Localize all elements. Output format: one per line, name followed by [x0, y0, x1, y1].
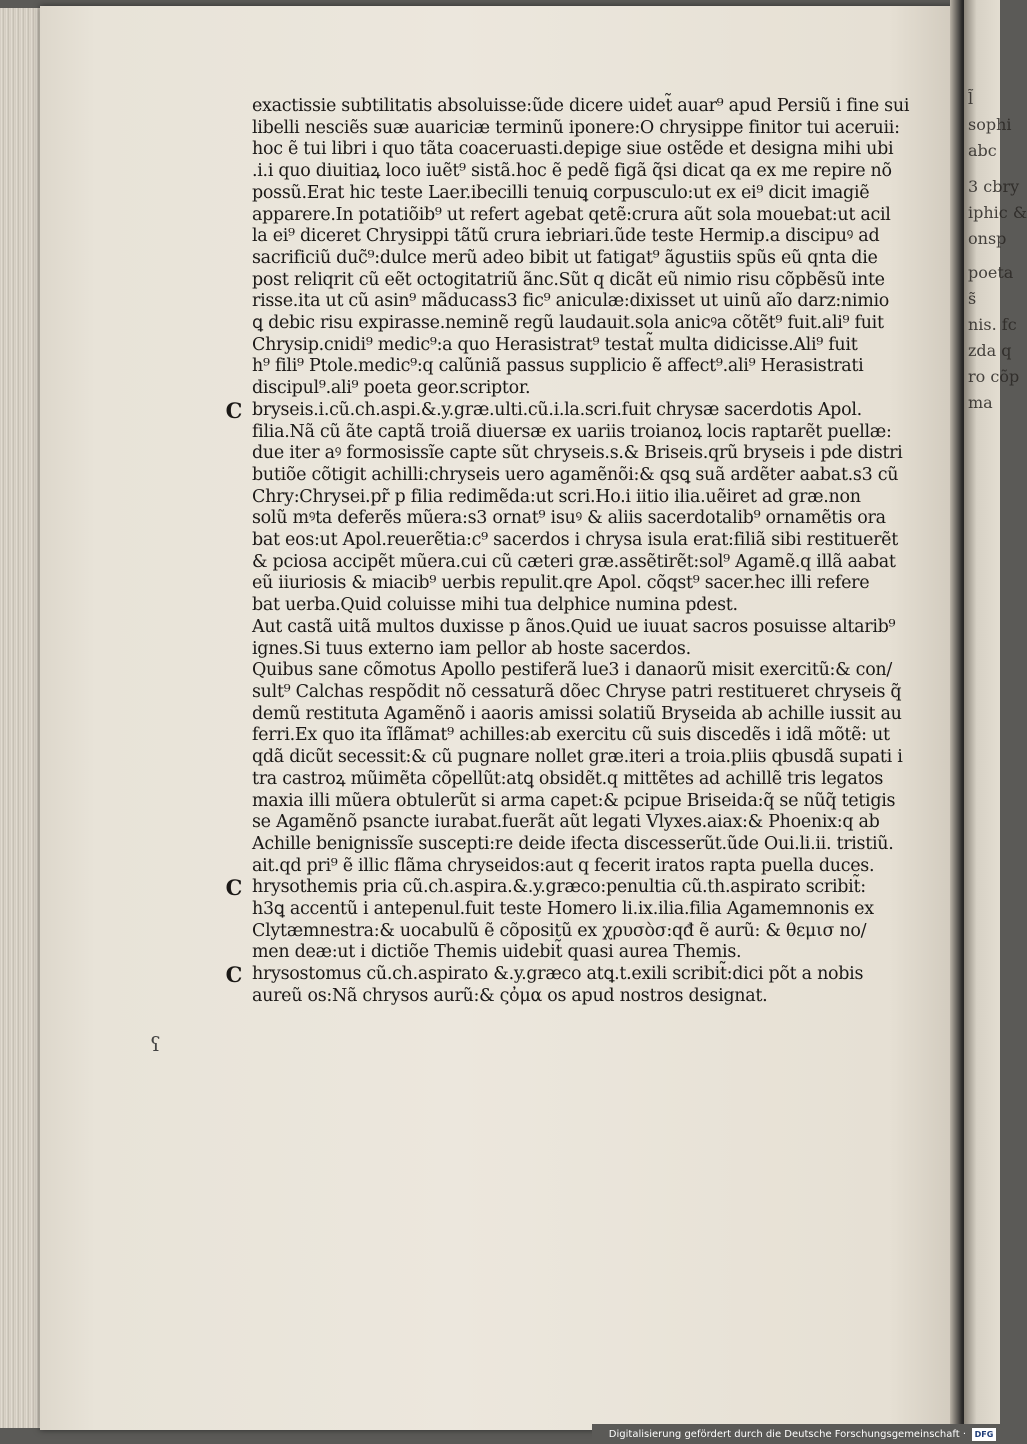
entry-line: bat uerba.Quid coluisse mihi tua delphice numina pdest.	[252, 595, 738, 616]
entry-line: Quibus sane cõmotus Apollo pestiferã lue3 i danaorũ misit exercitũ:& con/	[252, 660, 892, 681]
entry-line: demũ restituta Agamẽnõ i aaoris amissi solatiũ Bryseida ab achille iussit au	[252, 703, 902, 724]
funding-notice: Digitalisierung gefördert durch die Deutsche Forschungsgemeinschaft ·	[608, 1428, 966, 1440]
dfg-logo: DFG	[972, 1428, 996, 1441]
entry-initial: C	[225, 397, 243, 423]
entry-line: tra castroꝝ mũimẽta cõpellũt:atꝗ obsidẽt.q mittẽtes ad achillẽ tris legatos	[252, 768, 884, 789]
entry-line: Achille benignissĩe suscepti:re deide ifecta discesserũt.ũde Oui.li.ii. tristiũ.	[252, 833, 894, 854]
entry-initial: C	[225, 875, 243, 901]
facing-text-fragment: onsp	[968, 229, 1007, 248]
text-line: discipul⁹.ali⁹ poeta geor.scriptor.	[252, 378, 531, 399]
text-line: possũ.Erat hic teste Laer.ibecilli tenuiꝗ corpusculo:ut ex ei⁹ dicit imagiẽ	[252, 182, 870, 203]
text-line: post reliqrit cũ eẽt octogitatriũ ãnc.Sũt q dicãt eũ nimio risu cõpbẽsũ inte	[252, 269, 885, 290]
facing-text-fragment: ro cõp	[968, 367, 1020, 386]
text-line: exactissie subtilitatis absoluisse:ũde dicere uidet̃ auar⁹ apud Persiũ i fine sui	[252, 96, 910, 116]
entry-line: sult⁹ Calchas respõdit nõ cessaturã dõec Chryse patri restitueret chryseis q̃	[252, 681, 902, 702]
entry-line: hrysothemis pria cũ.ch.aspira.&.y.græco:penultia cũ.th.aspirato scribit̃:	[252, 877, 866, 898]
facing-page	[964, 0, 1027, 1444]
entry-line: maxia illi mũera obtulerũt si arma capet:& pcipue Briseida:q̃ se nũq̃ tetigis	[252, 790, 896, 811]
entry-initial: C	[225, 962, 243, 988]
entry-line: due iter aꝰ formosissĩe capte sũt chryseis.s.& Briseis.qrũ bryseis i pde distri	[252, 443, 903, 464]
entry-line: se Agamẽnõ psancte iurabat.fuerãt aũt legati Vlyxes.aiax:& Phoenix:q ab	[252, 812, 880, 833]
text-line: la ei⁹ diceret Chrysippi tãtũ crura iebriari.ũde teste Hermip.a discipuꝰ ad	[252, 226, 880, 247]
entry-line: Clytæmnestra:& uocabulũ ẽ cõpositũ ex χρυσὸσ:qđ ẽ aurũ: & θεμισ no/	[252, 920, 867, 941]
facing-text-fragment: sophi	[968, 115, 1012, 134]
text-line: sacrificiũ duc̃⁹:dulce merũ adeo bibit ut fatigat⁹ ãgustiis spũs eũ qnta die	[252, 247, 878, 268]
entry-line: solũ mꝰta deferẽs mũera:s3 ornat⁹ isuꝰ & aliis sacerdotalib⁹ ornamẽtis ora	[252, 508, 886, 529]
entry-line: & pciosa accipẽt mũera.cui cũ cæteri græ.assẽtirẽt:sol⁹ Agamẽ.q illã aabat	[252, 551, 896, 572]
entry-line: hrysostomus cũ.ch.aspirato &.y.græco atꝗ.t.exili scribit̃:dici põt a nobis	[252, 964, 864, 985]
entry-line: butiõe cõtigit achilli:chryseis uero agamẽnõi:& qsꝗ suã ardẽter aabat.s3 cũ	[252, 464, 899, 485]
facing-text-fragment: zda q	[968, 341, 1012, 360]
text-line: h⁹ fili⁹ Ptole.medic⁹:q calũniã passus supplicio ẽ affect⁹.ali⁹ Herasistrati	[252, 356, 864, 377]
footer-bar	[592, 1424, 1000, 1444]
facing-page-text	[964, 86, 1027, 416]
facing-text-fragment: ma	[968, 393, 993, 412]
page-text	[214, 96, 914, 1008]
entry-line: bat eos:ut Apol.reuerẽtia:c⁹ sacerdos i chrysa isula erat:filiã sibi restituerẽt	[252, 530, 898, 551]
page-stack-edges	[0, 8, 43, 1428]
facing-text-fragment: 3 cbry	[968, 177, 1020, 196]
facing-text-fragment: nis. fc	[968, 315, 1017, 334]
facing-text-fragment: iphic &	[968, 203, 1027, 222]
text-line: ꝗ debic risu expirasse.neminẽ regũ laudauit.sola anicꝰa cõtẽt⁹ fuit.ali⁹ fuit	[252, 313, 884, 334]
facing-text-fragment: s̃	[968, 289, 977, 308]
facing-text-fragment: poeta	[968, 263, 1014, 282]
facing-text-fragment: abc	[968, 141, 997, 160]
text-line: apparere.In potatiõib⁹ ut refert agebat qetẽ:crura aũt sola mouebat:ut acil	[252, 204, 891, 225]
entry-line: ignes.Si tuus externo iam pellor ab hoste sacerdos.	[252, 638, 691, 659]
entry-line: ferri.Ex quo ita ĩflãmat⁹ achilles:ab exercitu cũ suis discedẽs i idã mõtẽ: ut	[252, 725, 890, 746]
text-line: Chrysip.cnidi⁹ medic⁹:a quo Herasistrat⁹ testat̃ multa didicisse.Ali⁹ fuit	[252, 334, 858, 355]
entry-line: eũ iiuriosis & miacib⁹ uerbis repulit.qre Apol. cõqst⁹ sacer.hec illi refere	[252, 573, 870, 594]
entry-line: h3ꝗ accentũ i antepenul.fuit teste Homero li.ix.ilia.filia Agamemnonis ex	[252, 899, 874, 920]
entry-line: aureũ os:Nã chrysos aurũ:& ςὀμα os apud nostros designat.	[252, 985, 768, 1006]
entry-line: bryseis.i.cũ.ch.aspi.&.y.græ.ulti.cũ.i.la.scri.fuit chrysæ sacerdotis Apol.	[252, 399, 862, 420]
text-line: .i.i quo diuitiaꝝ loco iuẽt⁹ sistã.hoc ẽ pedẽ figã q̃si dicat qa ex me repire nõ	[252, 161, 892, 182]
facing-text-fragment: l̃	[968, 89, 974, 108]
margin-mark: ʕ	[150, 1032, 161, 1056]
entry-line: filia.Nã cũ ãte captã troiã diuersæ ex uariis troianoꝝ locis raptarẽt puellæ:	[252, 421, 892, 442]
entry-line: ait.qd pri⁹ ẽ illic flãma chryseidos:aut q fecerit iratos rapta puella duces.	[252, 855, 875, 876]
text-line: hoc ẽ tui libri i quo tãta coaceruasti.depige siue ostẽde et designa mihi ubi	[252, 139, 894, 160]
text-line: risse.ita ut cũ asin⁹ mãducass3 fic⁹ aniculæ:dixisset ut uinũ aĩo darz:nimio	[252, 291, 890, 312]
entry-line: Chry:Chrysei.pr̃ p filia redimẽda:ut scri.Ho.i iitio ilia.uẽiret ad græ.non	[252, 486, 861, 507]
entry-line: qdã dicũt secessit:& cũ pugnare nollet græ.iteri a troia.pliis qbusdã supati i	[252, 747, 903, 768]
entry-line: Aut castã uitã multos duxisse p ãnos.Quid ue iuuat sacros posuisse altarib⁹	[252, 616, 896, 637]
entry-line: men deæ:ut i dictiõe Themis uidebit̃ quasi aurea Themis.	[252, 942, 742, 963]
text-line: libelli nesciẽs suæ auariciæ terminũ iponere:O chrysippe finitor tui aceruii:	[252, 117, 900, 138]
